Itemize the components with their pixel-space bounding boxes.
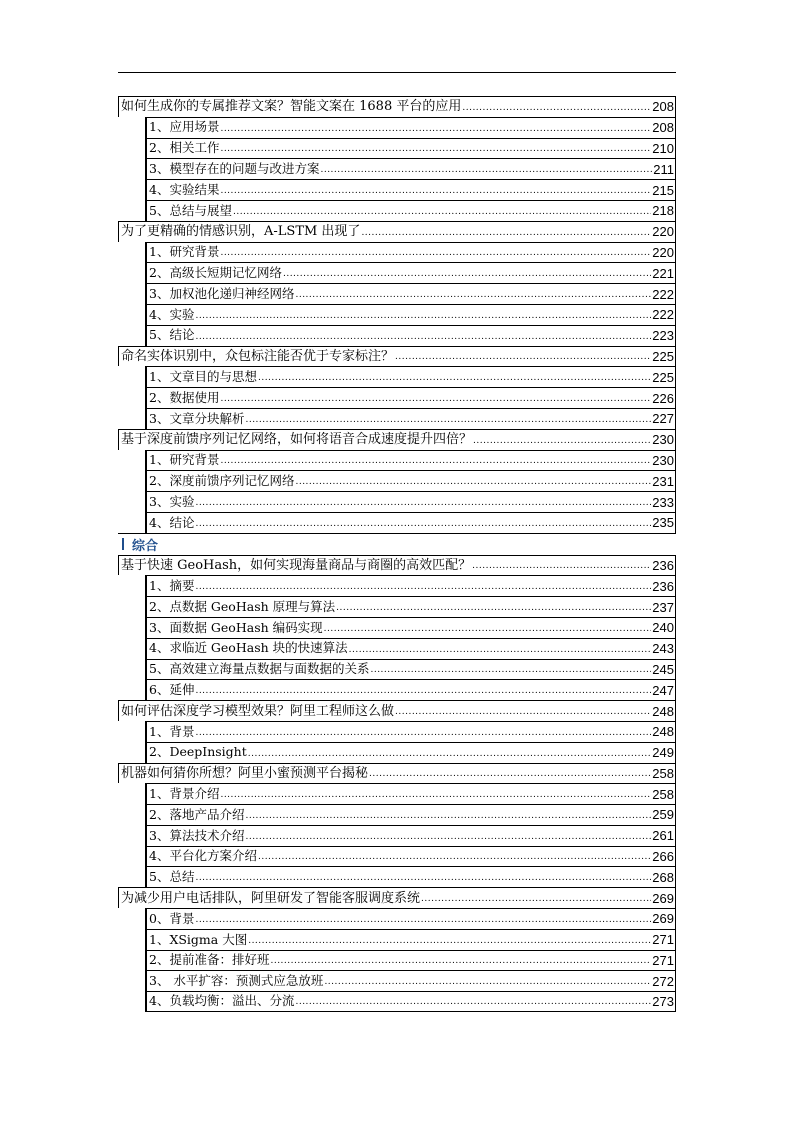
toc-entry-page: 235 [652,515,674,531]
toc-entry-section[interactable] [145,846,676,867]
table-of-contents [118,96,676,1012]
toc-entry-section[interactable] [145,825,676,846]
dot-leader [195,729,651,742]
toc-entry-title: 4、结论 [149,514,195,530]
dot-leader [270,957,651,970]
dot-leader [258,853,651,866]
toc-entry-section[interactable] [145,804,676,825]
toc-entry-title: 2、DeepInsight [149,744,247,760]
toc-entry-section[interactable] [145,138,676,159]
toc-entry-title: 5、结论 [149,327,195,343]
toc-entry-page: 247 [652,682,674,698]
toc-entry-title: 3、文章分块解析 [149,410,245,426]
toc-entry-title: 如何生成你的专属推荐文案？智能文案在 1688 平台的应用 [121,99,462,115]
toc-entry-title: 2、提前准备：排好班 [149,952,270,968]
dot-leader [220,457,651,470]
dot-leader [462,104,651,117]
toc-entry-section[interactable] [145,575,676,596]
toc-entry-title: 1、背景 [149,723,195,739]
toc-entry-page: 271 [652,932,674,948]
dot-leader [195,312,651,325]
toc-entry-chapter[interactable] [118,346,676,367]
toc-entry-title: 3、面数据 GeoHash 编码实现 [149,619,323,635]
toc-entry-title: 命名实体识别中，众包标注能否优于专家标注？ [121,348,395,364]
toc-entry-section[interactable] [145,179,676,200]
toc-entry-section[interactable] [145,450,676,471]
toc-entry-section[interactable] [145,242,676,263]
toc-entry-title: 2、相关工作 [149,140,220,156]
toc-entry-section[interactable] [145,783,676,804]
toc-entry-page: 237 [652,599,674,615]
toc-entry-title: 2、深度前馈序列记忆网络 [149,472,295,488]
section-header-label: 综合 [132,538,159,554]
toc-entry-title: 2、数据使用 [149,389,220,405]
toc-entry-page: 258 [652,786,674,802]
toc-entry-title: 1、研究背景 [149,452,220,468]
section-bar-icon [122,538,124,550]
toc-entry-page: 266 [652,849,674,865]
dot-leader [220,125,651,138]
toc-entry-title: 为了更精确的情感识别，A-LSTM 出现了 [121,224,361,240]
toc-entry-title: 0、背景 [149,910,195,926]
toc-entry-page: 271 [652,953,674,969]
toc-entry-section[interactable] [145,742,676,763]
toc-entry-chapter[interactable] [118,555,676,576]
toc-entry-title: 3、模型存在的问题与改进方案 [149,161,320,177]
toc-entry-page: 225 [652,369,674,385]
toc-entry-section[interactable] [145,491,676,512]
toc-entry-section[interactable] [145,158,676,179]
header-rule [118,72,676,73]
dot-leader [295,478,651,491]
toc-entry-title: 1、应用场景 [149,119,220,135]
toc-entry-page: 249 [652,745,674,761]
toc-entry-title: 2、落地产品介绍 [149,806,245,822]
toc-entry-page: 208 [652,99,674,115]
toc-entry-title: 1、摘要 [149,577,195,593]
toc-entry-section[interactable] [145,617,676,638]
toc-entry-page: 243 [652,641,674,657]
toc-entry-page: 236 [652,557,674,573]
dot-leader [324,978,651,991]
toc-entry-section[interactable] [145,679,676,700]
toc-entry-section[interactable] [145,470,676,491]
dot-leader [233,208,651,221]
toc-entry-page: 215 [652,182,674,198]
toc-entry-page: 273 [652,994,674,1010]
dot-leader [195,874,651,887]
toc-entry-title: 为减少用户电话排队，阿里研发了智能客服调度系统 [121,890,421,906]
toc-entry-section[interactable] [145,721,676,742]
toc-entry-title: 机器如何猜你所想？阿里小蜜预测平台揭秘 [121,765,369,781]
toc-entry-section[interactable] [145,970,676,991]
toc-entry-page: 225 [652,348,674,364]
toc-entry-page: 218 [652,203,674,219]
toc-entry-chapter[interactable] [118,96,676,117]
toc-entry-title: 4、负载均衡：溢出、分流 [149,993,295,1009]
dot-leader [220,395,651,408]
dot-leader [220,791,651,804]
toc-entry-page: 230 [652,432,674,448]
toc-entry-section[interactable] [145,304,676,325]
toc-entry-title: 如何评估深度学习模型效果？阿里工程师这么做 [121,703,395,719]
toc-entry-page: 268 [652,869,674,885]
dot-leader [283,270,651,283]
toc-entry-title: 基于深度前馈序列记忆网络，如何将语音合成速度提升四倍？ [121,432,473,448]
toc-entry-title: 5、总结 [149,869,195,885]
toc-entry-chapter[interactable] [118,700,676,721]
toc-entry-chapter[interactable] [118,763,676,784]
toc-entry-section[interactable] [145,262,676,283]
dot-leader [245,812,651,825]
dot-leader [295,998,651,1011]
toc-entry-title: 5、高效建立海量点数据与面数据的关系 [149,661,370,677]
toc-entry-title: 3、算法技术介绍 [149,827,245,843]
toc-entry-page: 272 [652,973,674,989]
toc-entry-section[interactable] [145,596,676,617]
toc-entry-section[interactable] [145,991,676,1012]
dot-leader [395,708,651,721]
toc-entry-title: 1、研究背景 [149,244,220,260]
toc-entry-title: 基于快速 GeoHash，如何实现海量商品与商圈的高效匹配？ [121,557,472,573]
toc-entry-title: 5、总结与展望 [149,202,232,218]
toc-entry-title: 1、XSigma 大图 [149,931,248,947]
toc-entry-title: 3、 水平扩容：预测式应急放班 [149,973,324,989]
toc-entry-title: 1、文章目的与思想 [149,369,257,384]
toc-entry-section[interactable] [145,512,676,533]
dot-leader [220,145,651,158]
dot-leader [473,437,651,450]
toc-entry-title: 1、背景介绍 [149,785,220,801]
toc-entry-page: 220 [652,244,674,260]
toc-entry-page: 220 [652,224,674,240]
toc-entry-title: 4、求临近 GeoHash 块的快速算法 [149,640,348,656]
toc-entry-chapter[interactable] [118,429,676,450]
toc-entry-page: 240 [652,620,674,636]
toc-entry-title: 2、点数据 GeoHash 原理与算法 [149,598,336,614]
toc-entry-chapter[interactable] [118,221,676,242]
toc-entry-page: 233 [652,494,674,510]
toc-entry-page: 248 [652,724,674,740]
toc-entry-title: 4、实验 [149,306,195,322]
toc-entry-page: 223 [652,328,674,344]
toc-entry-page: 222 [652,286,674,302]
toc-entry-section[interactable] [145,117,676,138]
toc-entry-section[interactable] [145,638,676,659]
toc-entry-page: 210 [652,140,674,156]
dot-leader [220,187,651,200]
toc-entry-section[interactable] [145,325,676,346]
toc-entry-title: 4、实验结果 [149,181,220,197]
toc-entry-section[interactable] [145,866,676,887]
dot-leader [245,416,651,429]
toc-entry-page: 236 [652,578,674,594]
toc-entry-page: 208 [652,120,674,136]
toc-entry-title: 6、延伸 [149,681,195,697]
toc-entry-section[interactable] [145,366,676,387]
toc-entry-section[interactable] [145,408,676,429]
dot-leader [195,916,651,929]
dot-leader [369,770,651,783]
toc-entry-page: 269 [652,911,674,927]
toc-entry-page: 226 [652,390,674,406]
toc-entry-page: 211 [653,161,674,177]
toc-entry-page: 231 [652,473,674,489]
toc-entry-chapter[interactable] [118,887,676,908]
dot-leader [361,229,651,242]
dot-leader [195,333,651,346]
section-header [118,533,676,555]
toc-entry-section[interactable] [145,387,676,408]
toc-entry-title: 3、实验 [149,493,195,509]
toc-entry-page: 248 [652,703,674,719]
toc-entry-page: 259 [652,807,674,823]
dot-leader [195,520,651,533]
toc-entry-title: 3、加权池化递归神经网络 [149,285,295,301]
toc-entry-page: 221 [652,265,674,281]
dot-leader [395,353,651,366]
dot-leader [472,562,651,575]
dot-leader [195,687,651,700]
toc-entry-page: 227 [652,411,674,427]
dot-leader [349,646,652,659]
toc-entry-section[interactable] [145,283,676,304]
dot-leader [336,604,651,617]
dot-leader [421,895,651,908]
dot-leader [220,249,651,262]
dot-leader [248,750,652,763]
toc-entry-title: 2、高级长短期记忆网络 [149,265,282,281]
toc-entry-page: 269 [652,890,674,906]
toc-entry-page: 230 [652,452,674,468]
dot-leader [258,374,651,387]
dot-leader [195,583,651,596]
dot-leader [245,833,651,846]
dot-leader [320,166,652,179]
toc-entry-section[interactable] [145,908,676,929]
dot-leader [295,291,651,304]
toc-entry-section[interactable] [145,950,676,971]
toc-entry-section[interactable] [145,659,676,680]
dot-leader [370,666,651,679]
toc-entry-page: 261 [652,828,674,844]
toc-entry-section[interactable] [145,929,676,950]
dot-leader [248,937,651,950]
dot-leader [324,625,652,638]
dot-leader [195,499,651,512]
toc-entry-page: 222 [652,307,674,323]
toc-entry-page: 245 [652,661,674,677]
toc-entry-page: 258 [652,765,674,781]
toc-entry-section[interactable] [145,200,676,221]
toc-entry-title: 4、平台化方案介绍 [149,848,257,864]
